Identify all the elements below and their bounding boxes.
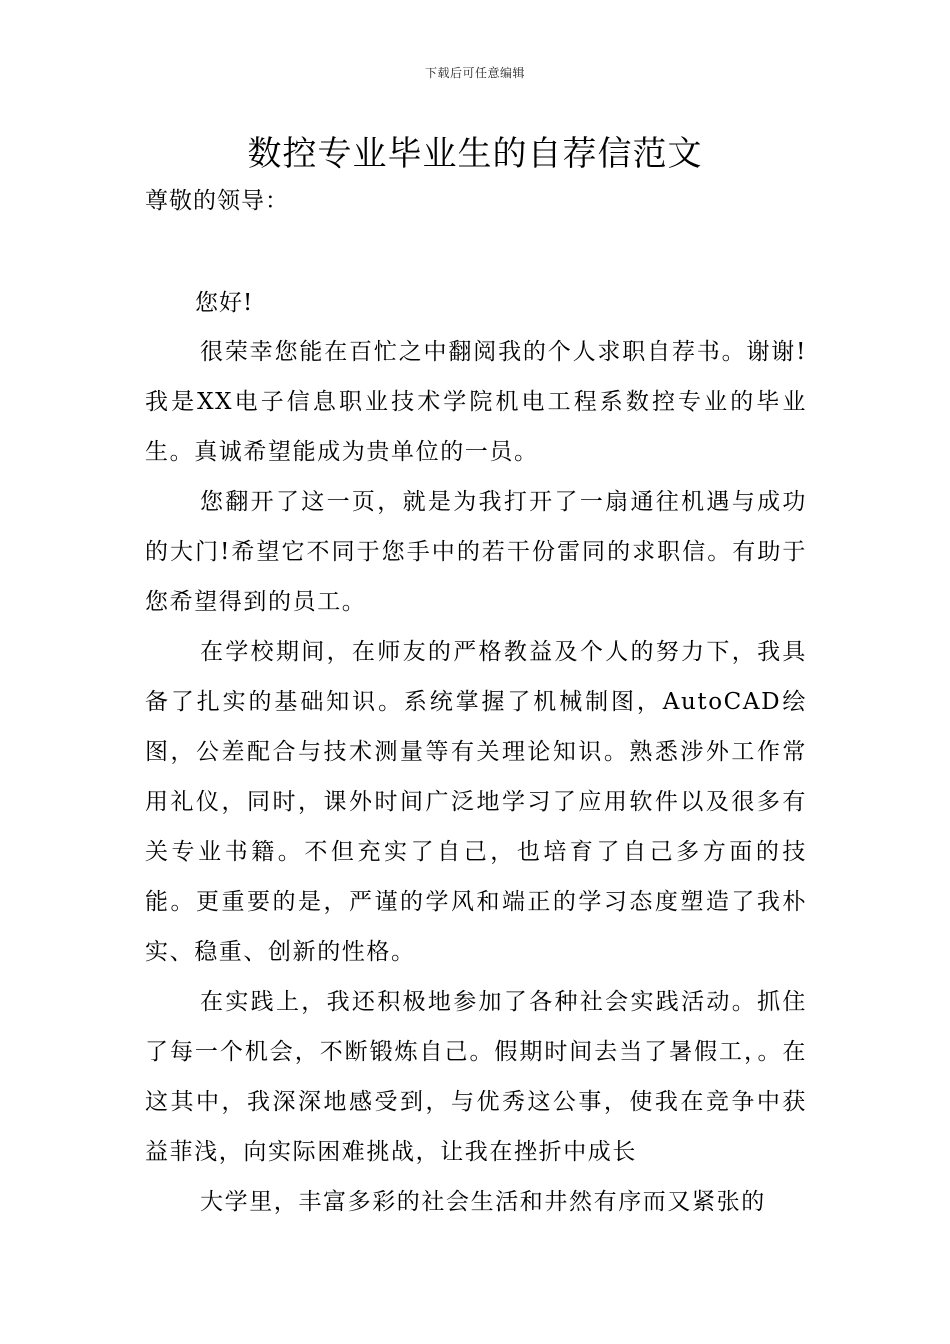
paragraph-4: 在实践上，我还积极地参加了各种社会实践活动。抓住了每一个机会，不断锻炼自己。假期时间去当了暑假工，。在这其中，我深深地感受到，与优秀这公事，使我在竞争中获益菲浅，向实际困难挑战，让我在挫折中成长 xyxy=(145,989,807,1165)
paragraph-2: 您翻开了这一页，就是为我打开了一扇通往机遇与成功的大门!希望它不同于您手中的若干份雷同的求职信。有助于您希望得到的员工。 xyxy=(145,489,807,615)
header-note: 下载后可任意编辑 xyxy=(424,66,525,80)
paragraph-5: 大学里，丰富多彩的社会生活和井然有序而又紧张的 xyxy=(200,1189,766,1215)
letter-body xyxy=(145,327,807,1227)
salutation: 尊敬的领导： xyxy=(145,188,289,214)
document-title: 数控专业毕业生的自荐信范文 xyxy=(247,134,703,174)
greeting: 您好! xyxy=(195,290,254,316)
paragraph-1: 很荣幸您能在百忙之中翻阅我的个人求职自荐书。谢谢!我是XX电子信息职业技术学院机电工程系数控专业的毕业生。真诚希望能成为贵单位的一员。 xyxy=(145,339,807,465)
paragraph-3: 在学校期间，在师友的严格教益及个人的努力下，我具备了扎实的基础知识。系统掌握了机械制图，AutoCAD绘图，公差配合与技术测量等有关理论知识。熟悉涉外工作常用礼仪，同时，课外时间广泛地学习了应用软件以及很多有关专业书籍。不但充实了自己，也培育了自己多方面的技能。更重要的是，严谨的学风和端正的学习态度塑造了我朴实、稳重、创新的性格。 xyxy=(145,639,807,965)
